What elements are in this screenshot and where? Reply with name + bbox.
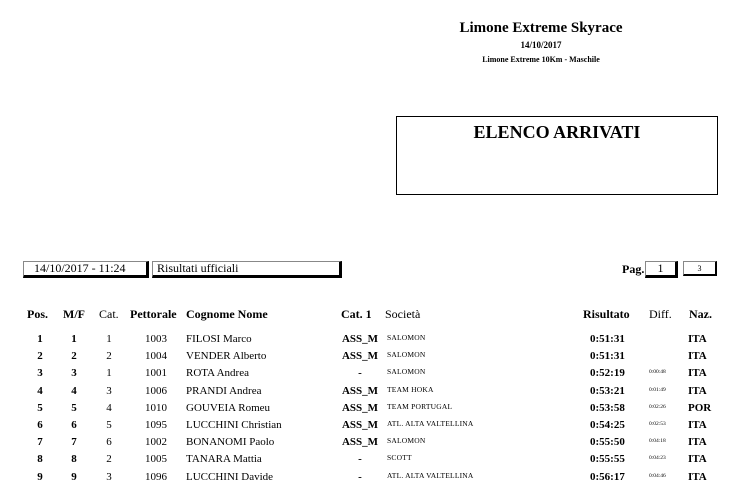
- race-date: 14/10/2017: [520, 40, 562, 50]
- cell-result: 0:51:31: [590, 333, 625, 345]
- cell-name: LUCCHINI Christian: [186, 419, 282, 431]
- cell-cat1: ASS_M: [341, 333, 379, 345]
- page-total-box: [683, 261, 717, 276]
- cell-pos: 2: [37, 350, 43, 363]
- cell-cat: 1: [106, 367, 112, 380]
- cell-bib: 1096: [145, 470, 167, 483]
- cell-club: SALOMON: [387, 367, 426, 377]
- col-header-cat: Cat.: [99, 307, 119, 321]
- cell-name: LUCCHINI Davide: [186, 470, 274, 483]
- cell-result: 0:53:21: [590, 384, 625, 397]
- cell-mf: 7: [71, 436, 77, 449]
- cell-cat1: -: [358, 367, 362, 380]
- cell-cat: 6: [106, 436, 112, 449]
- cell-name: VENDER Alberto: [186, 350, 267, 363]
- cell-name: FILOSI Marco: [186, 333, 252, 345]
- cell-result: 0:52:19: [590, 367, 625, 380]
- col-header-nat: Naz.: [689, 307, 712, 321]
- cell-cat1: ASS_M: [341, 419, 379, 431]
- cell-name: PRANDI Andrea: [186, 384, 262, 397]
- cell-nat: ITA: [688, 470, 707, 483]
- cell-club: TEAM PORTUGAL: [387, 401, 453, 411]
- cell-diff: 0:00:48: [649, 369, 666, 376]
- cell-club: SALOMON: [387, 333, 426, 342]
- cell-name: ROTA Andrea: [186, 367, 249, 380]
- cell-cat1: -: [358, 470, 362, 483]
- cell-diff: 0:04:18: [649, 438, 666, 445]
- cell-nat: ITA: [688, 419, 707, 431]
- cell-name: GOUVEIA Romeu: [186, 401, 271, 414]
- cell-diff: 0:04:46: [649, 472, 666, 479]
- cell-pos: 5: [37, 401, 43, 414]
- cell-cat: 4: [106, 401, 112, 414]
- col-header-club: Società: [385, 307, 421, 321]
- cell-cat1: ASS_M: [341, 436, 379, 449]
- cell-result: 0:54:25: [590, 419, 625, 431]
- col-header-bib: Pettorale: [130, 307, 177, 321]
- cell-pos: 1: [37, 333, 43, 345]
- cell-club: ATL. ALTA VALTELLINA: [387, 470, 474, 480]
- col-header-pos: Pos.: [27, 307, 48, 321]
- cell-nat: ITA: [688, 453, 707, 466]
- cell-pos: 4: [37, 384, 43, 397]
- cell-club: TEAM HOKA: [387, 384, 434, 394]
- list-title: ELENCO ARRIVATI: [473, 122, 641, 142]
- cell-cat1: ASS_M: [341, 350, 379, 363]
- page-total: 3: [697, 264, 702, 273]
- cell-nat: ITA: [688, 384, 707, 397]
- cell-mf: 9: [71, 470, 77, 483]
- cell-diff: 0:02:53: [649, 421, 666, 427]
- page-label: Pag.: [622, 262, 645, 276]
- cell-cat: 5: [106, 419, 112, 431]
- timestamp: 14/10/2017 - 11:24: [34, 261, 126, 275]
- page-number: 1: [657, 261, 664, 275]
- cell-bib: 1005: [145, 453, 167, 466]
- timestamp-box: [23, 261, 149, 278]
- cell-mf: 3: [71, 367, 77, 380]
- cell-mf: 6: [71, 419, 77, 431]
- cell-mf: 5: [71, 401, 77, 414]
- cell-club: SALOMON: [387, 350, 426, 360]
- cell-diff: 0:02:26: [649, 403, 666, 410]
- cell-nat: POR: [688, 401, 712, 414]
- cell-result: 0:51:31: [590, 350, 625, 363]
- page-number-box: [645, 261, 678, 278]
- cell-name: BONANOMI Paolo: [186, 436, 275, 449]
- cell-cat: 3: [106, 470, 112, 483]
- cell-bib: 1003: [145, 333, 167, 345]
- race-subtitle: Limone Extreme 10Km - Maschile: [482, 55, 600, 64]
- cell-mf: 4: [71, 384, 77, 397]
- cell-pos: 9: [37, 470, 43, 483]
- cell-nat: ITA: [688, 367, 707, 380]
- status-text: Risultati ufficiali: [157, 261, 239, 275]
- cell-result: 0:56:17: [590, 470, 625, 483]
- race-title: Limone Extreme Skyrace: [459, 20, 623, 36]
- cell-diff: 0:04:23: [649, 455, 666, 462]
- cell-bib: 1004: [145, 350, 167, 363]
- cell-bib: 1006: [145, 384, 167, 397]
- list-title-box: [396, 116, 718, 195]
- cell-bib: 1095: [145, 419, 167, 431]
- col-header-mf: M/F: [63, 307, 85, 321]
- cell-bib: 1001: [145, 367, 167, 380]
- cell-pos: 6: [37, 419, 43, 431]
- cell-mf: 1: [71, 333, 77, 345]
- cell-cat: 1: [106, 333, 112, 345]
- cell-cat1: -: [358, 453, 362, 466]
- cell-pos: 8: [37, 453, 43, 466]
- cell-cat1: ASS_M: [341, 401, 379, 414]
- col-header-diff: Diff.: [649, 307, 672, 321]
- cell-bib: 1002: [145, 436, 167, 449]
- cell-club: ATL. ALTA VALTELLINA: [387, 419, 474, 428]
- cell-result: 0:55:50: [590, 436, 625, 449]
- cell-bib: 1010: [145, 401, 167, 414]
- cell-club: SALOMON: [387, 436, 426, 446]
- cell-pos: 7: [37, 436, 43, 449]
- col-header-result: Risultato: [583, 307, 630, 321]
- cell-cat1: ASS_M: [341, 384, 379, 397]
- status-box: [152, 261, 342, 278]
- cell-nat: ITA: [688, 333, 707, 345]
- cell-nat: ITA: [688, 350, 707, 363]
- cell-club: SCOTT: [387, 453, 412, 463]
- cell-name: TANARA Mattia: [186, 453, 262, 466]
- cell-cat: 2: [106, 350, 112, 363]
- cell-result: 0:55:55: [590, 453, 625, 466]
- cell-mf: 8: [71, 453, 77, 466]
- cell-cat: 2: [106, 453, 112, 466]
- col-header-cat1: Cat. 1: [341, 307, 372, 321]
- cell-diff: 0:01:49: [649, 386, 666, 393]
- cell-mf: 2: [71, 350, 77, 363]
- col-header-name: Cognome Nome: [186, 307, 268, 321]
- cell-result: 0:53:58: [590, 401, 625, 414]
- cell-cat: 3: [106, 384, 112, 397]
- cell-pos: 3: [37, 367, 43, 380]
- cell-nat: ITA: [688, 436, 707, 449]
